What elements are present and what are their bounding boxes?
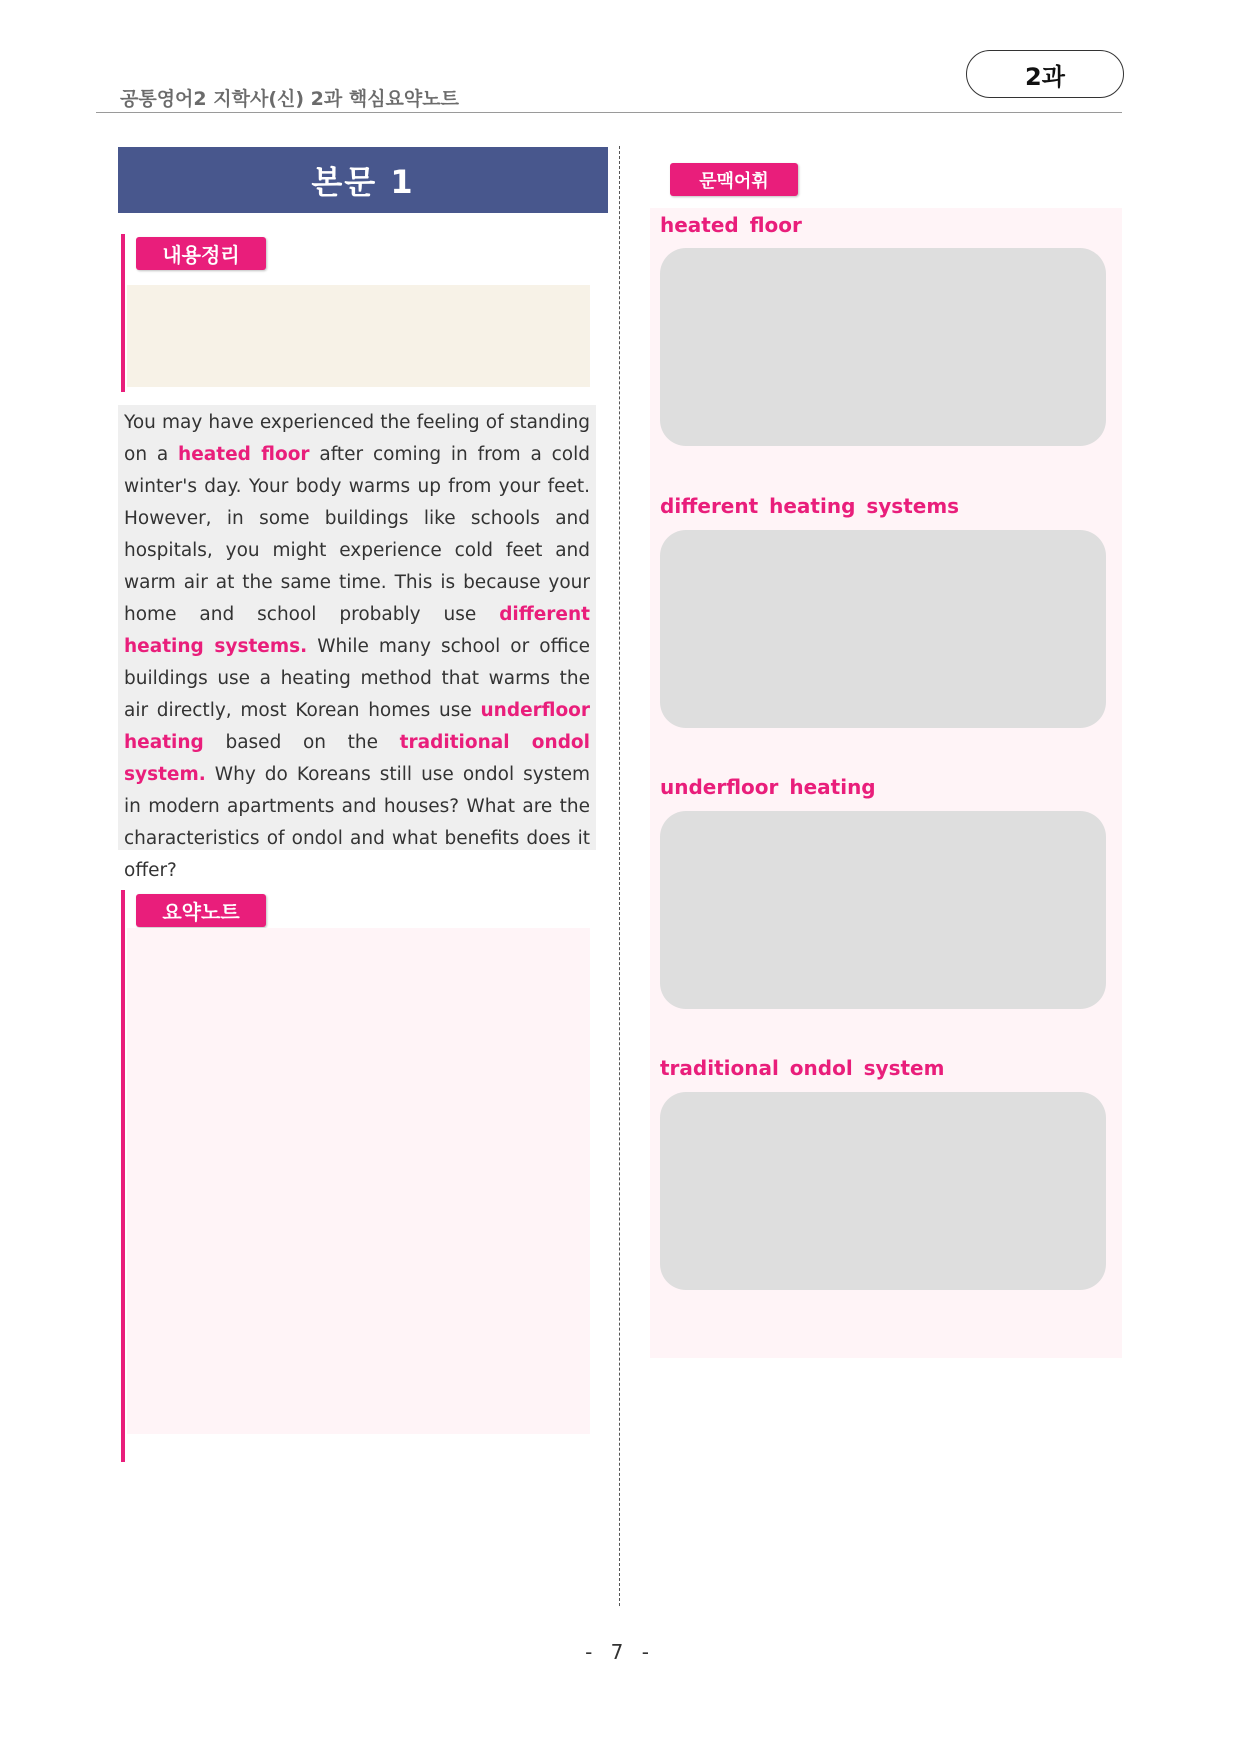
highlighted-keyword: traditional ondol system. <box>124 732 590 785</box>
content-summary-tag: 내용정리 <box>136 237 266 270</box>
vocab-answer-box-2[interactable] <box>660 530 1106 728</box>
notes-bar <box>121 890 125 1462</box>
passage-segment: While many school or office buildings use a heating method that warms the air directly, most Korean homes use <box>124 636 591 721</box>
passage-segment: after coming in from a cold winter's day. Your body warms up from your feet. However, in some buildings like schools and hospitals, you might experience cold feet and warm air at the same time. This is because your home and school probably use <box>124 444 591 625</box>
highlighted-keyword: heated floor <box>178 444 310 465</box>
passage-segment: based on the <box>203 732 400 753</box>
vocab-term-underfloor-heating: underfloor heating <box>660 775 876 799</box>
passage-segment: Why do Koreans still use ondol system in modern apartments and houses? What are the characteristics of ondol and what benefits does it offer? <box>124 764 590 881</box>
passage-text <box>124 407 590 887</box>
passage-segment: You may have experienced the feeling of standing on a <box>124 412 590 465</box>
content-summary-box[interactable] <box>127 285 590 387</box>
vocab-term-traditional-ondol-system: traditional ondol system <box>660 1056 945 1080</box>
vocab-answer-box-3[interactable] <box>660 811 1106 1009</box>
header-rule <box>96 112 1122 113</box>
content-summary-bar <box>121 234 125 392</box>
vocab-term-heated-floor: heated floor <box>660 213 802 237</box>
context-vocab-tag: 문맥어휘 <box>670 163 798 196</box>
page-number: - 7 - <box>585 1640 655 1664</box>
lesson-badge: 2과 <box>966 50 1124 98</box>
header-title: 공통영어2 지학사(신) 2과 핵심요약노트 <box>120 88 459 110</box>
passage-box <box>118 405 596 881</box>
highlighted-keyword: underfloor heating <box>124 700 590 753</box>
column-divider <box>619 146 620 1606</box>
vocab-answer-box-1[interactable] <box>660 248 1106 446</box>
highlighted-keyword: different heating systems. <box>124 604 590 657</box>
section-title: 본문 1 <box>118 147 608 213</box>
summary-notes-tag: 요약노트 <box>136 894 266 927</box>
vocab-answer-box-4[interactable] <box>660 1092 1106 1290</box>
vocab-term-different-heating-systems: different heating systems <box>660 494 960 518</box>
summary-notes-box[interactable] <box>127 928 590 1434</box>
